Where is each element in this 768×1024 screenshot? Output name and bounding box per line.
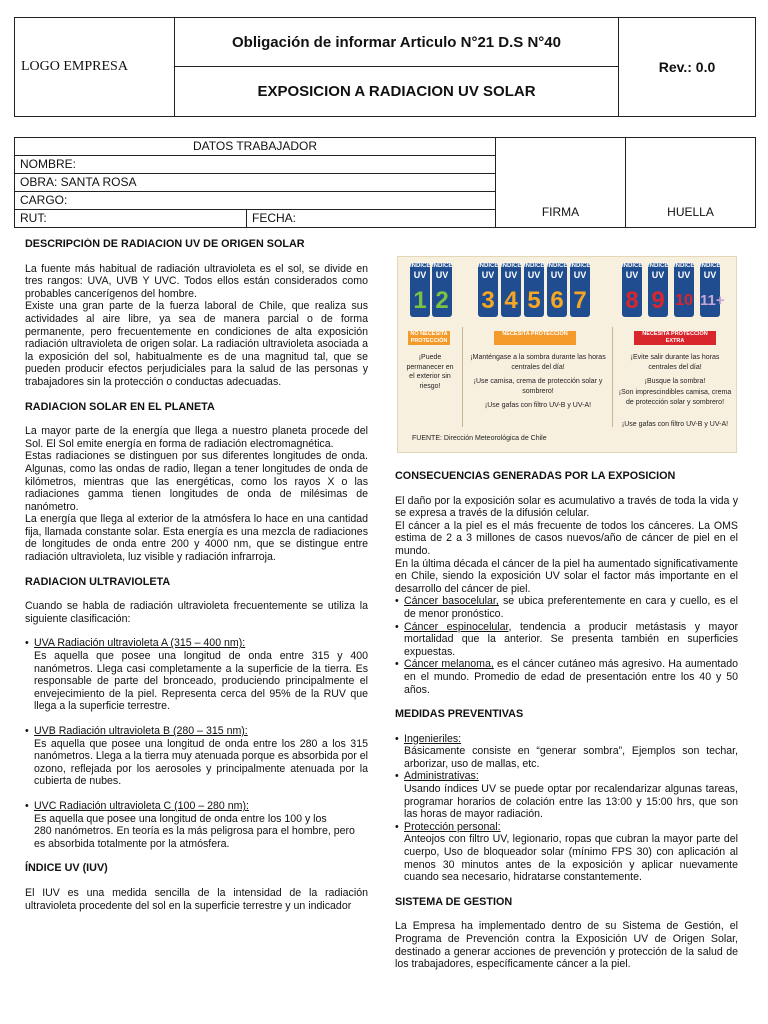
list-item: • Cáncer espinocelular, tendencia a producir metástasis y mayor mortalidad que la anterior. Se presenta también en superficies expuestas. — [395, 621, 738, 659]
paragraph: Cuando se habla de radiación ultravioleta frecuentemente se utiliza la siguiente clasificación: — [25, 600, 368, 625]
list-item: • Administrativas: — [395, 770, 738, 783]
paragraph: La Empresa ha implementado dentro de su Sistema de Gestión, el Programa de Prevención contra la Exposición UV de Origen Solar, destinado a generar acciones de prevención y protección de la salud de los trabajadores, específicamente cáncer a la piel. — [395, 920, 738, 971]
worker-data-table — [14, 137, 756, 228]
uv-advice-mid-3: ¡Use gafas con filtro UV-B y UV-A! — [484, 402, 592, 409]
list-item: • Cáncer basocelular, se ubica preferentemente en cara y cuello, es el de menor pronóstico. — [395, 595, 738, 620]
uv-advice-high-2: ¡Busque la sombra! — [644, 378, 706, 385]
uvb-description: Es aquella que posee una longitud de onda entre los 280 a los 315 nanómetros. Llega a la tierra muy atenuada porque es absorbida por el ozono, reflejada por los aerosoles y principalmente atenuada por la cubierta de nubes. — [34, 737, 368, 788]
uv-index-chart — [397, 256, 737, 453]
uv-index-box: INDICE UV 7 — [570, 263, 590, 317]
list-item — [25, 637, 368, 650]
measure-description: Básicamente consiste en “generar sombra”, Ejemplos son techar, arborizar, uso de mallas, etc. — [404, 745, 738, 770]
uv-advice-high-1: ¡Evite salir durante las horas centrales del día! — [630, 354, 720, 371]
name-field[interactable]: NOMBRE: — [15, 156, 495, 174]
paragraph: Existe una gran parte de la fuerza laboral de Chile, que realiza sus actividades al aire libre, ya sea de manera parcial o de forma permanente, pero frecuentemente en condiciones de alta exposición radiación ultravioleta de origen solar. La radiación ultravioleta asociada a la exposición del sol, habitualmente es de una magnitud tal, que se pueden producir efectos perjudiciales para la salud de las personas y trabajadores sin la protección o conductas adecuadas. — [25, 300, 368, 388]
uvc-description-line1: Es aquella que posee una longitud de onda entre los 100 y los — [34, 812, 327, 825]
uva-title: UVA Radiación ultravioleta A (315 – 400 nm): — [34, 637, 246, 650]
signature-cell[interactable]: FIRMA — [495, 138, 626, 227]
uva-description: Es aquella que posee una longitud de onda entre 315 y 400 nanómetros. Llega casi completamente a la superficie de la tierra. Es responsable de parte del bronceado, produciendo principalmente el envejecimiento de la piel. Representa cerca del 95% de la RUV que llega a la superficie terrestre. — [34, 650, 368, 713]
uv-advice-high-3: ¡Son imprescindibles camisa, crema de protección solar y sombrero! — [618, 389, 732, 406]
banner-no-protection: NO NECESITA PROTECCIÓN — [408, 331, 450, 345]
company-logo: LOGO EMPRESA — [15, 18, 175, 116]
chart-source: FUENTE: Dirección Meteorológica de Chile — [412, 435, 547, 442]
rut-row — [15, 210, 495, 228]
paragraph: La energía que llega al exterior de la atmósfera lo hace en una cantidad fija, llamada constante solar. Esta energía es una mezcla de radiaciones de longitudes de onda entre 200 y 4000 nm, que se distingue entre radiación ultravioleta, luz visible y radiación infrarroja. — [25, 513, 368, 564]
worker-table-title: DATOS TRABAJADOR — [15, 138, 495, 156]
uvb-title: UVB Radiación ultravioleta B (280 – 315 nm): — [34, 725, 248, 737]
uvc-title: UVC Radiación ultravioleta C (100 – 280 nm): — [34, 799, 249, 812]
fingerprint-cell[interactable]: HUELLA — [667, 205, 714, 219]
uv-index-box: INDICE UV 4 — [501, 263, 521, 317]
uv-index-box: INDICE UV 6 — [547, 263, 567, 317]
uv-advice-mid-2: ¡Use camisa, crema de protección solar y sombrero! — [473, 378, 603, 395]
rut-field[interactable]: RUT: — [20, 211, 47, 225]
banner-extra-protection: NECESITA PROTECCIÓN EXTRA — [634, 331, 716, 345]
left-column — [25, 238, 368, 1000]
document-subtitle: EXPOSICION A RADIACION UV SOLAR — [175, 67, 619, 116]
document-header — [14, 17, 756, 117]
list-item — [25, 800, 368, 813]
document-title: Obligación de informar Articulo N°21 D.S N°40 — [175, 18, 619, 67]
list-item — [25, 725, 368, 738]
cargo-field[interactable]: CARGO: — [15, 192, 495, 210]
paragraph: El daño por la exposición solar es acumulativo a través de toda la vida y se expresa a través de la difusión celular. — [395, 494, 738, 520]
measure-description: Anteojos con filtro UV, legionario, ropas que cubran la mayor parte del cuerpo, Uso de bloqueador solar (mínimo FPS 30) con aplicación al menos 30 minutos antes de la exposición y aplicar nuevamente cuando sea necesario, hidratarse constantemente. — [404, 833, 738, 884]
list-item: • Ingenieriles: — [395, 733, 738, 746]
uvc-description-line2: 280 nanómetros. En teoría es la más peligrosa para el hombre, pero es absorbida totalmente por la atmósfera. — [34, 825, 355, 850]
uv-index-box: INDICE UV 8 — [622, 263, 642, 317]
uv-index-box: INDICE UV 2 — [432, 263, 452, 317]
section-heading-ultraviolet: RADIACION ULTRAVIOLETA — [25, 575, 171, 588]
paragraph: La fuente más habitual de radiación ultravioleta es el sol, se divide en tres rangos: UVA, UVB Y UVC. Todos ellos están considerados como probables cancerígenos del hombre. — [25, 262, 368, 300]
uv-index-box: INDICE UV 3 — [478, 263, 498, 317]
section-heading-description: DESCRIPCIÓN DE RADIACION UV DE ORIGEN SOLAR — [25, 238, 305, 250]
banner-protection: NECESITA PROTECCIÓN — [494, 331, 576, 345]
section-heading-uv-index: ÍNDICE UV (IUV) — [25, 862, 108, 875]
uv-advice-low: ¡Puede permanecer en el exterior sin riesgo! — [406, 354, 454, 390]
list-item: • Cáncer melanoma, es el cáncer cutáneo más agresivo. Ha aumentado en el mundo. Promedio de edad de presentación entre los 40 y 50 años. — [395, 658, 738, 696]
paragraph: El IUV es una medida sencilla de la intensidad de la radiación ultravioleta procedente del sol en la superficie terrestre y un indicador — [25, 886, 368, 912]
uv-index-box: INDICE UV 11+ — [700, 263, 720, 317]
uv-index-box: INDICE UV 5 — [524, 263, 544, 317]
measure-description: Usando índices UV se puede optar por recalendarizar algunas tareas, programar horarios de colación entre las 13:00 y 15:00 hrs, que son las horas de mayor radiación. — [404, 783, 738, 821]
paragraph: Estas radiaciones se distinguen por sus diferentes longitudes de onda. Algunas, como las ondas de radio, llegan a tener longitudes de onda de kilómetros, mientras que las energéticas, como los rayos X o las radiaciones gamma tienen longitudes de onda de milésimas de nanómetro. — [25, 450, 368, 513]
uv-index-box: INDICE UV 9 — [648, 263, 668, 317]
paragraph: La mayor parte de la energía que llega a nuestro planeta procede del Sol. El Sol emite energía en forma de radiación electromagnética. — [25, 425, 368, 450]
section-heading-preventive: MEDIDAS PREVENTIVAS — [395, 708, 524, 721]
section-heading-management: SISTEMA DE GESTION — [395, 895, 513, 908]
paragraph: En la última década el cáncer de la piel ha aumentado significativamente en Chile, siendo la exposición UV solar el factor más importante en el desarrollo del cáncer de piel. — [395, 557, 738, 595]
revision-label: Rev.: 0.0 — [658, 59, 716, 75]
uv-advice-high-4: ¡Use gafas con filtro UV-B y UV-A! — [621, 421, 729, 428]
obra-field[interactable]: OBRA: SANTA ROSA — [15, 174, 495, 192]
section-heading-consequences: CONSECUENCIAS GENERADAS POR LA EXPOSICION — [395, 470, 676, 482]
date-field[interactable]: FECHA: — [246, 210, 296, 228]
right-column — [395, 470, 738, 1018]
list-item: • Protección personal: — [395, 821, 738, 834]
uv-index-box: INDICE UV 1 — [410, 263, 430, 317]
uv-index-box: INDICE UV 10 — [674, 263, 694, 317]
section-heading-planet: RADIACION SOLAR EN EL PLANETA — [25, 400, 215, 413]
paragraph: El cáncer a la piel es el más frecuente de todos los cánceres. La OMS estima de 2 a 3 millones de casos nuevos/año de cáncer de piel en el mundo. — [395, 519, 738, 557]
uv-advice-mid-1: ¡Manténgase a la sombra durante las horas centrales del día! — [470, 354, 606, 371]
